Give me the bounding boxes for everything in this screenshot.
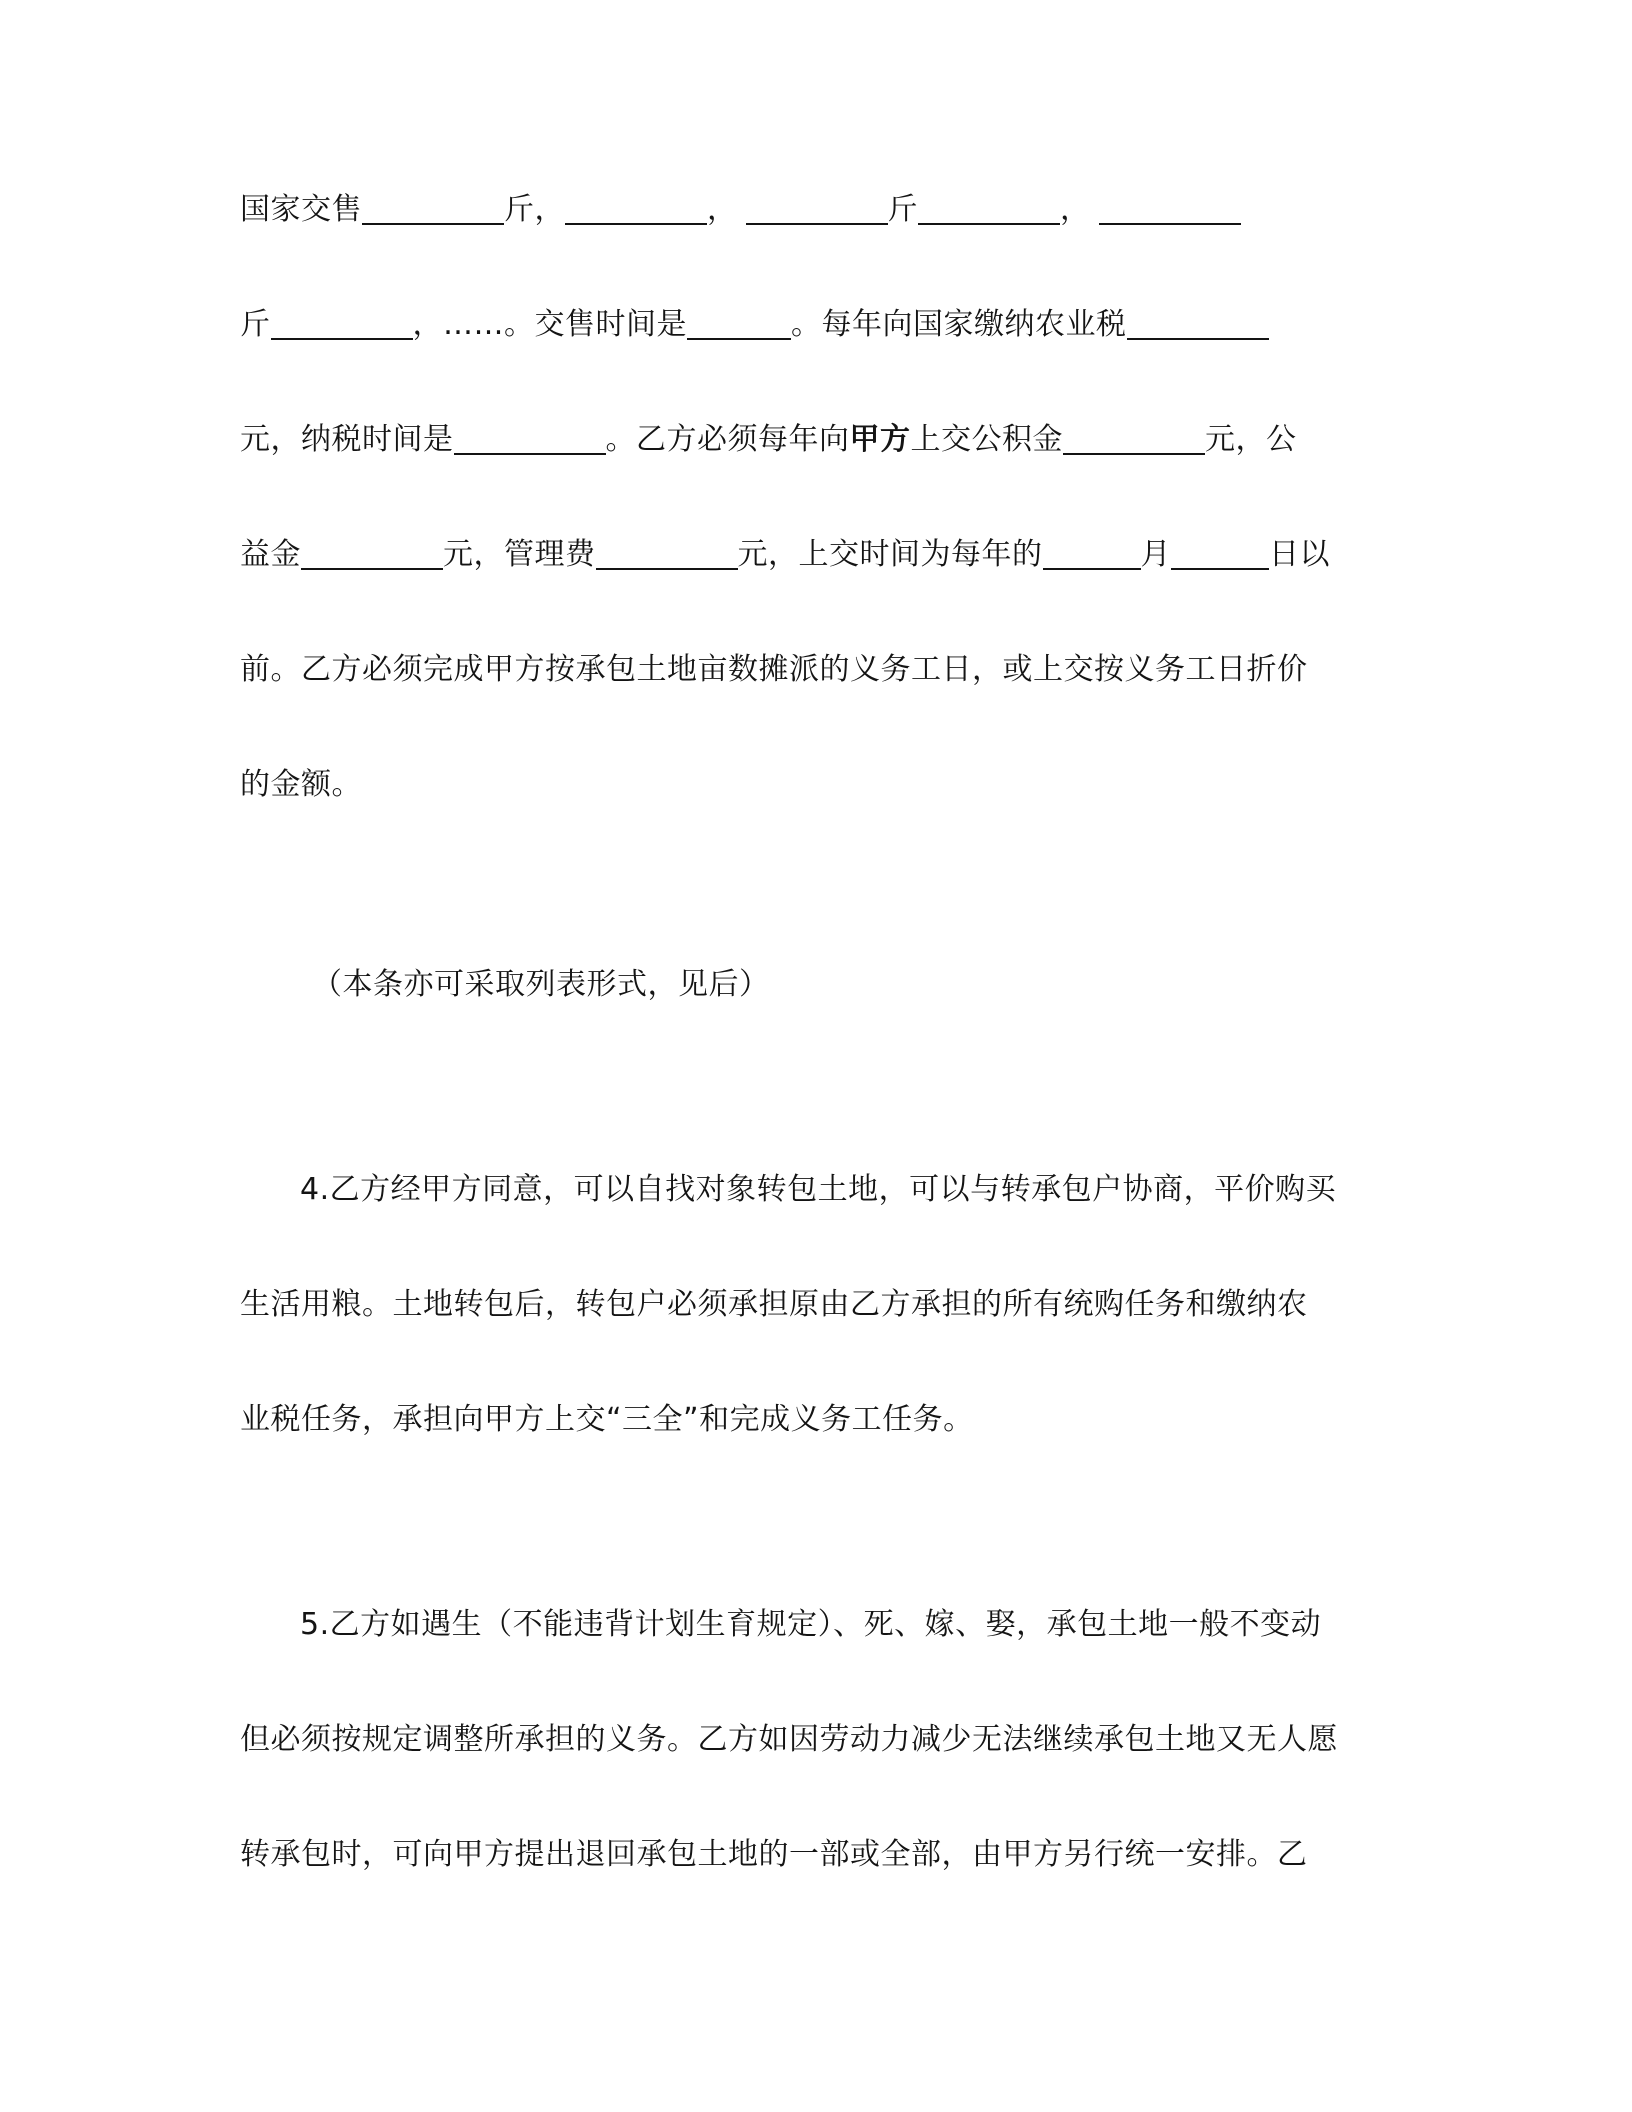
fill-blank [1099, 193, 1241, 225]
clause-5-line-3: 转承包时，可向甲方提出退回承包土地的一部或全部，由甲方另行统一安排。乙 [240, 1837, 1308, 1872]
fill-blank [596, 538, 738, 570]
text-line-2 [240, 305, 1269, 345]
text-segment: 斤 [887, 192, 918, 227]
text-segment-bold: 甲方 [849, 422, 911, 457]
fill-blank [918, 193, 1060, 225]
fill-blank [1171, 538, 1269, 570]
fill-blank [301, 538, 443, 570]
text-line-6: 的金额。 [240, 767, 362, 802]
text-segment: 斤， [504, 192, 565, 227]
text-segment: 元，纳税时间是 [240, 422, 454, 457]
text-segment: ， [1060, 192, 1091, 227]
text-segment: 。每年向国家缴纳农业税 [791, 307, 1127, 342]
note-line: （本条亦可采取列表形式，见后） [312, 967, 770, 1002]
text-segment: 益金 [240, 537, 301, 572]
clause-5-line-2: 但必须按规定调整所承担的义务。乙方如因劳动力减少无法继续承包土地又无人愿 [240, 1722, 1338, 1757]
fill-blank [271, 308, 413, 340]
clause-5-line-1: 5.乙方如遇生（不能违背计划生育规定）、死、嫁、娶，承包土地一般不变动 [300, 1607, 1322, 1642]
text-line-5: 前。乙方必须完成甲方按承包土地亩数摊派的义务工日，或上交按义务工日折价 [240, 652, 1308, 687]
text-segment: 斤 [240, 307, 271, 342]
text-line-1 [240, 190, 1241, 230]
fill-blank [1063, 423, 1205, 455]
fill-blank [1043, 538, 1141, 570]
text-segment: 国家交售 [240, 192, 362, 227]
fill-blank [565, 193, 707, 225]
text-line-3 [240, 420, 1297, 460]
text-segment: ， [707, 192, 738, 227]
clause-4-line-2: 生活用粮。土地转包后，转包户必须承担原由乙方承担的所有统购任务和缴纳农 [240, 1287, 1308, 1322]
text-segment: 元，公 [1205, 422, 1297, 457]
text-segment: ，……。交售时间是 [412, 307, 687, 342]
text-segment: 日以 [1269, 537, 1330, 572]
text-segment: 上交公积金 [910, 422, 1063, 457]
text-line-4 [240, 535, 1330, 575]
fill-blank [1127, 308, 1269, 340]
fill-blank [746, 193, 888, 225]
clause-4-line-3: 业税任务，承担向甲方上交“三全”和完成义务工任务。 [240, 1402, 974, 1437]
text-segment: 元，管理费 [443, 537, 596, 572]
fill-blank [362, 193, 504, 225]
text-segment: 元，上交时间为每年的 [737, 537, 1043, 572]
text-segment: 月 [1140, 537, 1171, 572]
fill-blank [454, 423, 606, 455]
text-segment: 。乙方必须每年向 [605, 422, 850, 457]
clause-4-line-1: 4.乙方经甲方同意，可以自找对象转包土地，可以与转承包户协商，平价购买 [300, 1172, 1337, 1207]
fill-blank [687, 308, 791, 340]
